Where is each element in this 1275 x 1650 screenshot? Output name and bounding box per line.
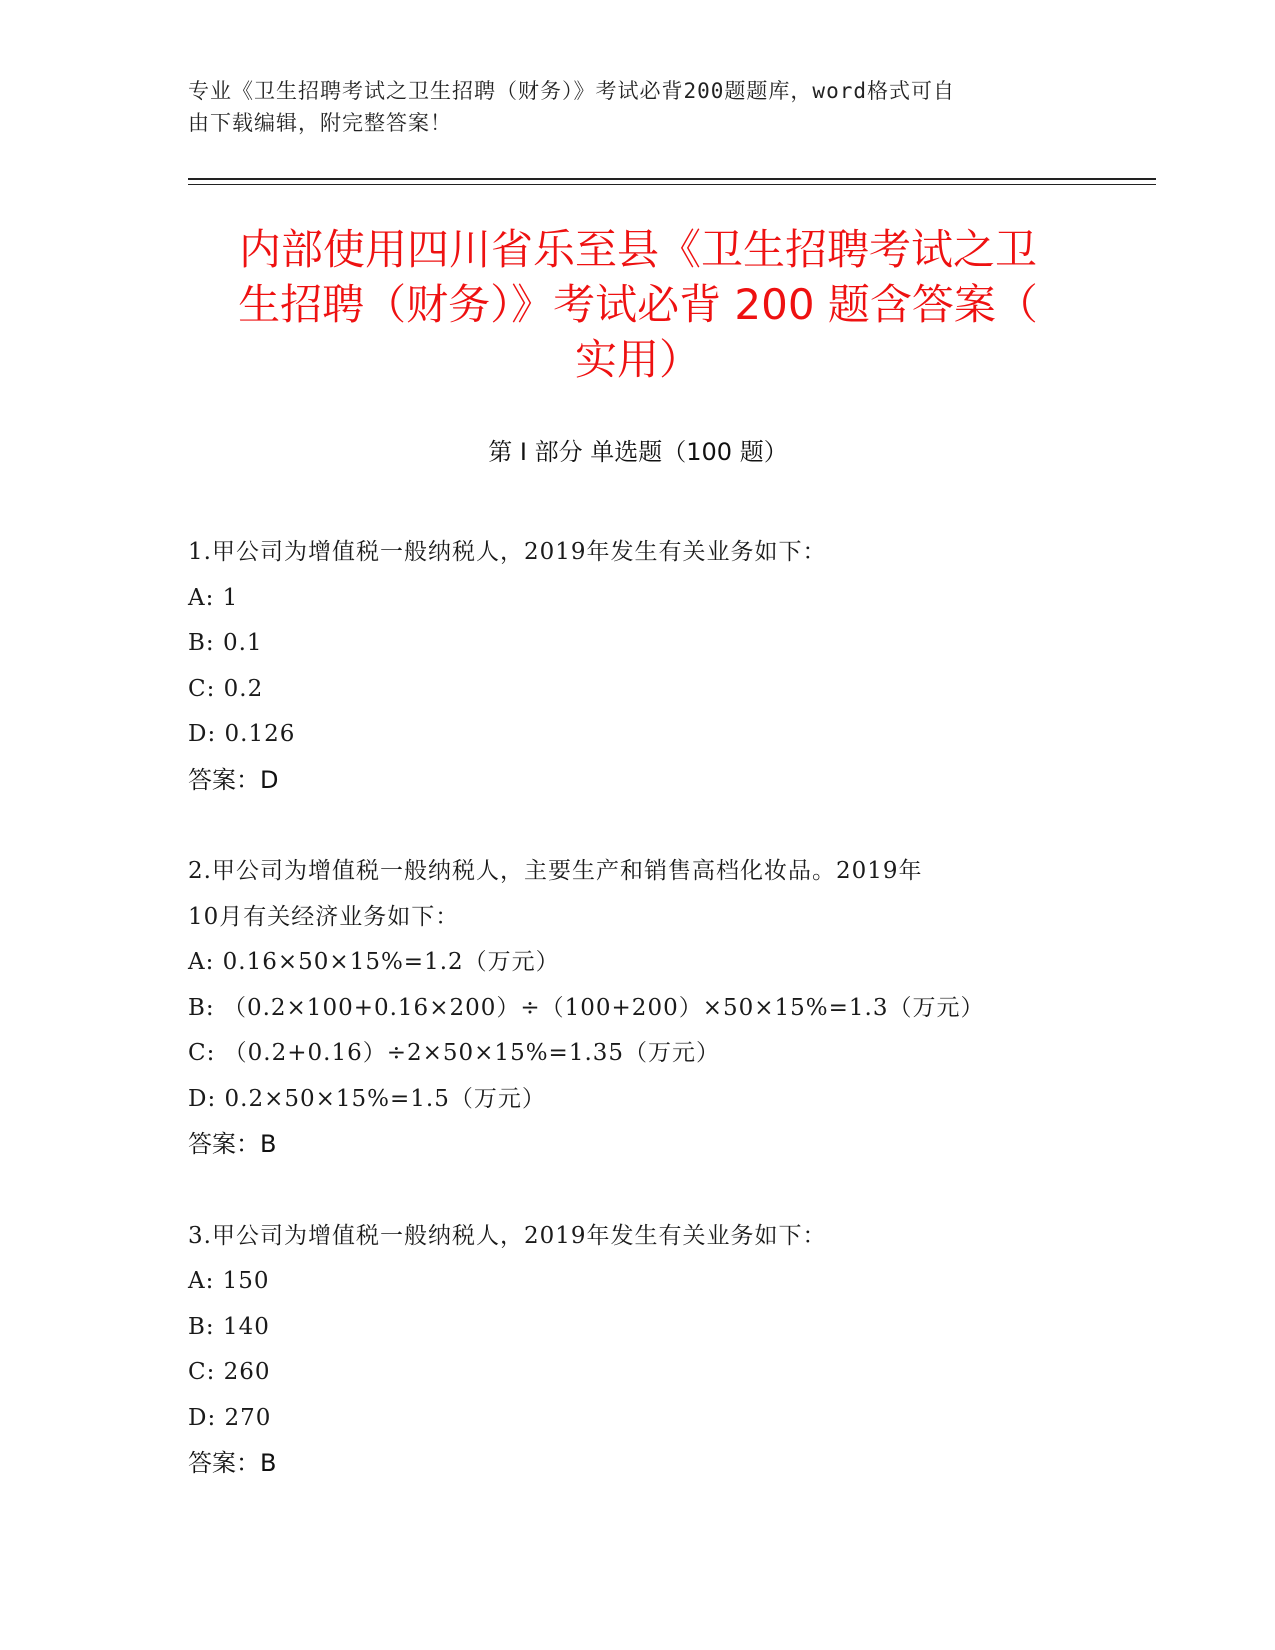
title-line-3: 实用） — [574, 335, 701, 384]
option-c: C: 260 — [188, 1359, 271, 1385]
option-d: D: 270 — [188, 1404, 272, 1431]
question-2 — [188, 849, 1088, 1168]
title-line-2: 生招聘（财务）》考试必背 200 题含答案（ — [238, 280, 1038, 329]
title-line-1: 内部使用四川省乐至县《卫生招聘考试之卫 — [238, 225, 1037, 274]
answer-line: 答案：B — [188, 1130, 277, 1158]
option-d: D: 0.126 — [188, 721, 296, 747]
question-stem: 1.甲公司为增值税一般纳税人，2019年发生有关业务如下： — [188, 539, 827, 565]
header-rule-thin — [188, 184, 1156, 185]
intro-text — [188, 75, 1088, 139]
intro-line-2: 由下载编辑，附完整答案！ — [188, 111, 452, 135]
option-b: B: （0.2×100+0.16×200）÷（100+200）×50×15%=1.3（万元） — [188, 994, 985, 1021]
option-a: A: 150 — [188, 1268, 270, 1294]
option-c: C: 0.2 — [188, 675, 264, 702]
option-b: B: 140 — [188, 1313, 270, 1340]
answer-line: 答案：B — [188, 1449, 277, 1477]
question-stem: 3.甲公司为增值税一般纳税人，2019年发生有关业务如下： — [188, 1222, 827, 1249]
option-a: A: 0.16×50×15%=1.2（万元） — [188, 949, 560, 975]
option-c: C: （0.2+0.16）÷2×50×15%=1.35（万元） — [188, 1040, 721, 1066]
question-stem: 2.甲公司为增值税一般纳税人，主要生产和销售高档化妆品。2019年 — [188, 858, 923, 884]
option-d: D: 0.2×50×15%=1.5（万元） — [188, 1085, 546, 1112]
question-1 — [188, 530, 1088, 803]
question-list — [188, 530, 1088, 1533]
option-b: B: 0.1 — [188, 630, 263, 656]
answer-line: 答案：D — [188, 765, 279, 794]
header-rule-thick — [188, 178, 1156, 180]
intro-line-1: 专业《卫生招聘考试之卫生招聘（财务）》考试必背200题题库，word格式可自 — [188, 79, 955, 103]
option-a: A: 1 — [188, 584, 239, 611]
document-title — [188, 222, 1088, 387]
question-stem-continued: 10月有关经济业务如下： — [188, 903, 460, 930]
question-3 — [188, 1214, 1088, 1487]
section-heading: 第 I 部分 单选题（100 题） — [488, 438, 788, 466]
